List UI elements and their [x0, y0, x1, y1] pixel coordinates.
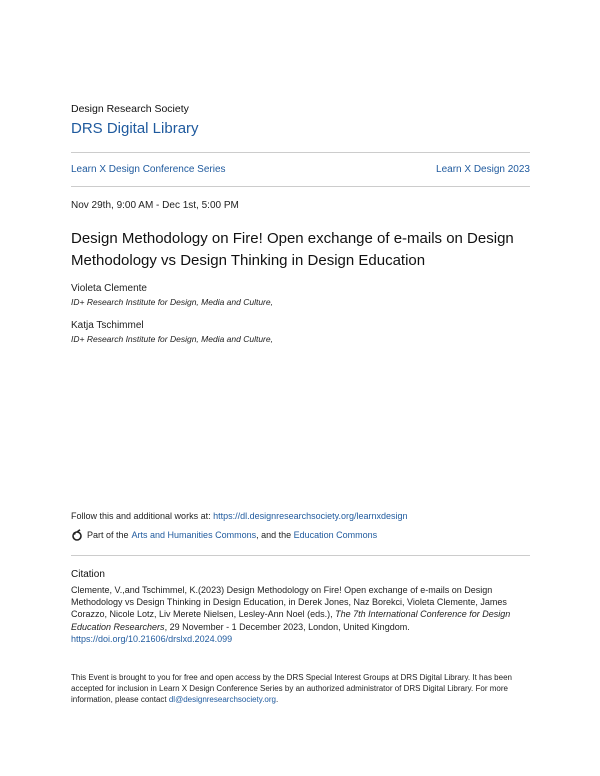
author-affiliation: ID+ Research Institute for Design, Media and Culture, [71, 334, 273, 344]
event-date: Nov 29th, 9:00 AM - Dec 1st, 5:00 PM [71, 200, 239, 211]
follow-link[interactable]: https://dl.designresearchsociety.org/learnxdesign [213, 511, 408, 521]
access-notice [71, 672, 533, 705]
org-name: Design Research Society [71, 103, 189, 115]
part-of-line [71, 529, 377, 541]
divider [71, 555, 530, 556]
contact-email-link[interactable]: dl@designresearchsociety.org [168, 695, 276, 704]
paper-title: Design Methodology on Fire! Open exchange of e-mails on Design Methodology vs Design Thinking in Design Education [71, 230, 514, 269]
notice-end: . [275, 695, 279, 704]
part-prefix: Part of the [87, 530, 129, 540]
library-name[interactable]: DRS Digital Library [71, 120, 199, 137]
education-commons-link[interactable]: Education Commons [293, 530, 378, 540]
open-access-icon [71, 529, 83, 541]
divider [71, 186, 530, 187]
author-affiliation: ID+ Research Institute for Design, Media and Culture, [71, 297, 273, 307]
author-name: Violeta Clemente [71, 283, 147, 294]
divider [71, 152, 530, 153]
citation-venue: The 7th International Conference for Design Education Researchers [71, 609, 511, 632]
doi-link[interactable]: https://doi.org/10.21606/drslxd.2024.099 [71, 633, 233, 644]
author-name: Katja Tschimmel [71, 320, 144, 331]
part-mid: , and the [256, 530, 294, 540]
follow-line [71, 511, 408, 521]
event-link[interactable]: Learn X Design 2023 [436, 164, 530, 175]
citation-end: , 29 November - 1 December 2023, London, United Kingdom. [164, 621, 410, 632]
citation-heading: Citation [71, 569, 105, 580]
series-link[interactable]: Learn X Design Conference Series [71, 164, 226, 175]
citation-text [71, 584, 533, 645]
follow-text: Follow this and additional works at: [71, 511, 214, 521]
arts-humanities-link[interactable]: Arts and Humanities Commons [131, 530, 257, 540]
citation-body: Clemente, V.,and Tschimmel, K.(2023) Design Methodology on Fire! Open exchange of e-mails on Design Methodology vs Design Thinking in Design Education, in Derek Jones, Naz Borekci, Violeta Clemente, James Corazzo, Nicole Lotz, Liv Merete Nielsen, Lesley-Ann Noel (eds.), [71, 585, 507, 620]
notice-text: This Event is brought to you for free and open access by the DRS Special Interest Groups at DRS Digital Library. It has been accepted for inclusion in Learn X Design Conference Series by an authorized administrator of DRS Digital Library. For more information, please contact [71, 673, 512, 704]
